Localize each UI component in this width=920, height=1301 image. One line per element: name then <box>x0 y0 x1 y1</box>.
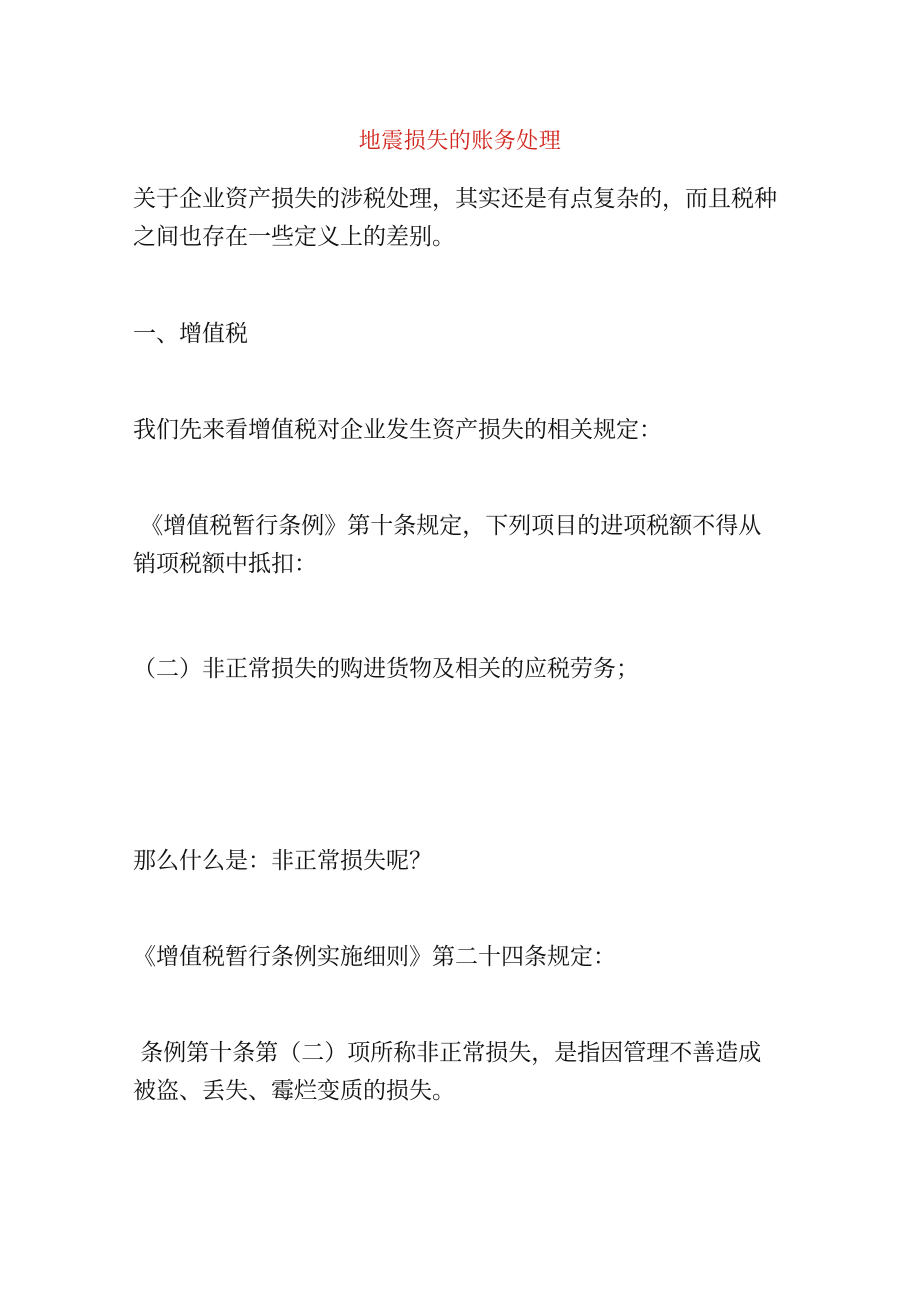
paragraph-intro <box>133 180 793 256</box>
paragraph-line: 关于企业资产损失的涉税处理，其实还是有点复杂的，而且税种 <box>133 186 777 212</box>
paragraph-line: 被盗、丢失、霉烂变质的损失。 <box>133 1078 455 1104</box>
document-title: 地震损失的账务处理 <box>358 129 562 154</box>
heading-text: 一、增值税 <box>133 321 248 347</box>
paragraph-article-24 <box>133 938 793 976</box>
paragraph-line: 《增值税暂行条例》第十条规定，下列项目的进项税额不得从 <box>133 513 762 539</box>
paragraph-line: 我们先来看增值税对企业发生资产损失的相关规定： <box>133 417 662 443</box>
paragraph-item-2 <box>133 650 793 688</box>
paragraph-definition <box>133 1034 793 1110</box>
paragraph-line: 条例第十条第（二）项所称非正常损失，是指因管理不善造成 <box>133 1040 762 1066</box>
paragraph-article-10 <box>133 507 793 583</box>
paragraph-line: （二）非正常损失的购进货物及相关的应税劳务； <box>133 656 639 682</box>
paragraph-line: 那么什么是：非正常损失呢？ <box>133 848 432 874</box>
paragraph-line: 《增值税暂行条例实施细则》第二十四条规定： <box>133 944 616 970</box>
paragraph-question <box>133 842 793 880</box>
paragraph-vat-intro <box>133 411 793 449</box>
section-heading-vat <box>133 315 793 353</box>
paragraph-line: 之间也存在一些定义上的差别。 <box>133 224 455 250</box>
paragraph-line: 销项税额中抵扣： <box>133 551 317 577</box>
